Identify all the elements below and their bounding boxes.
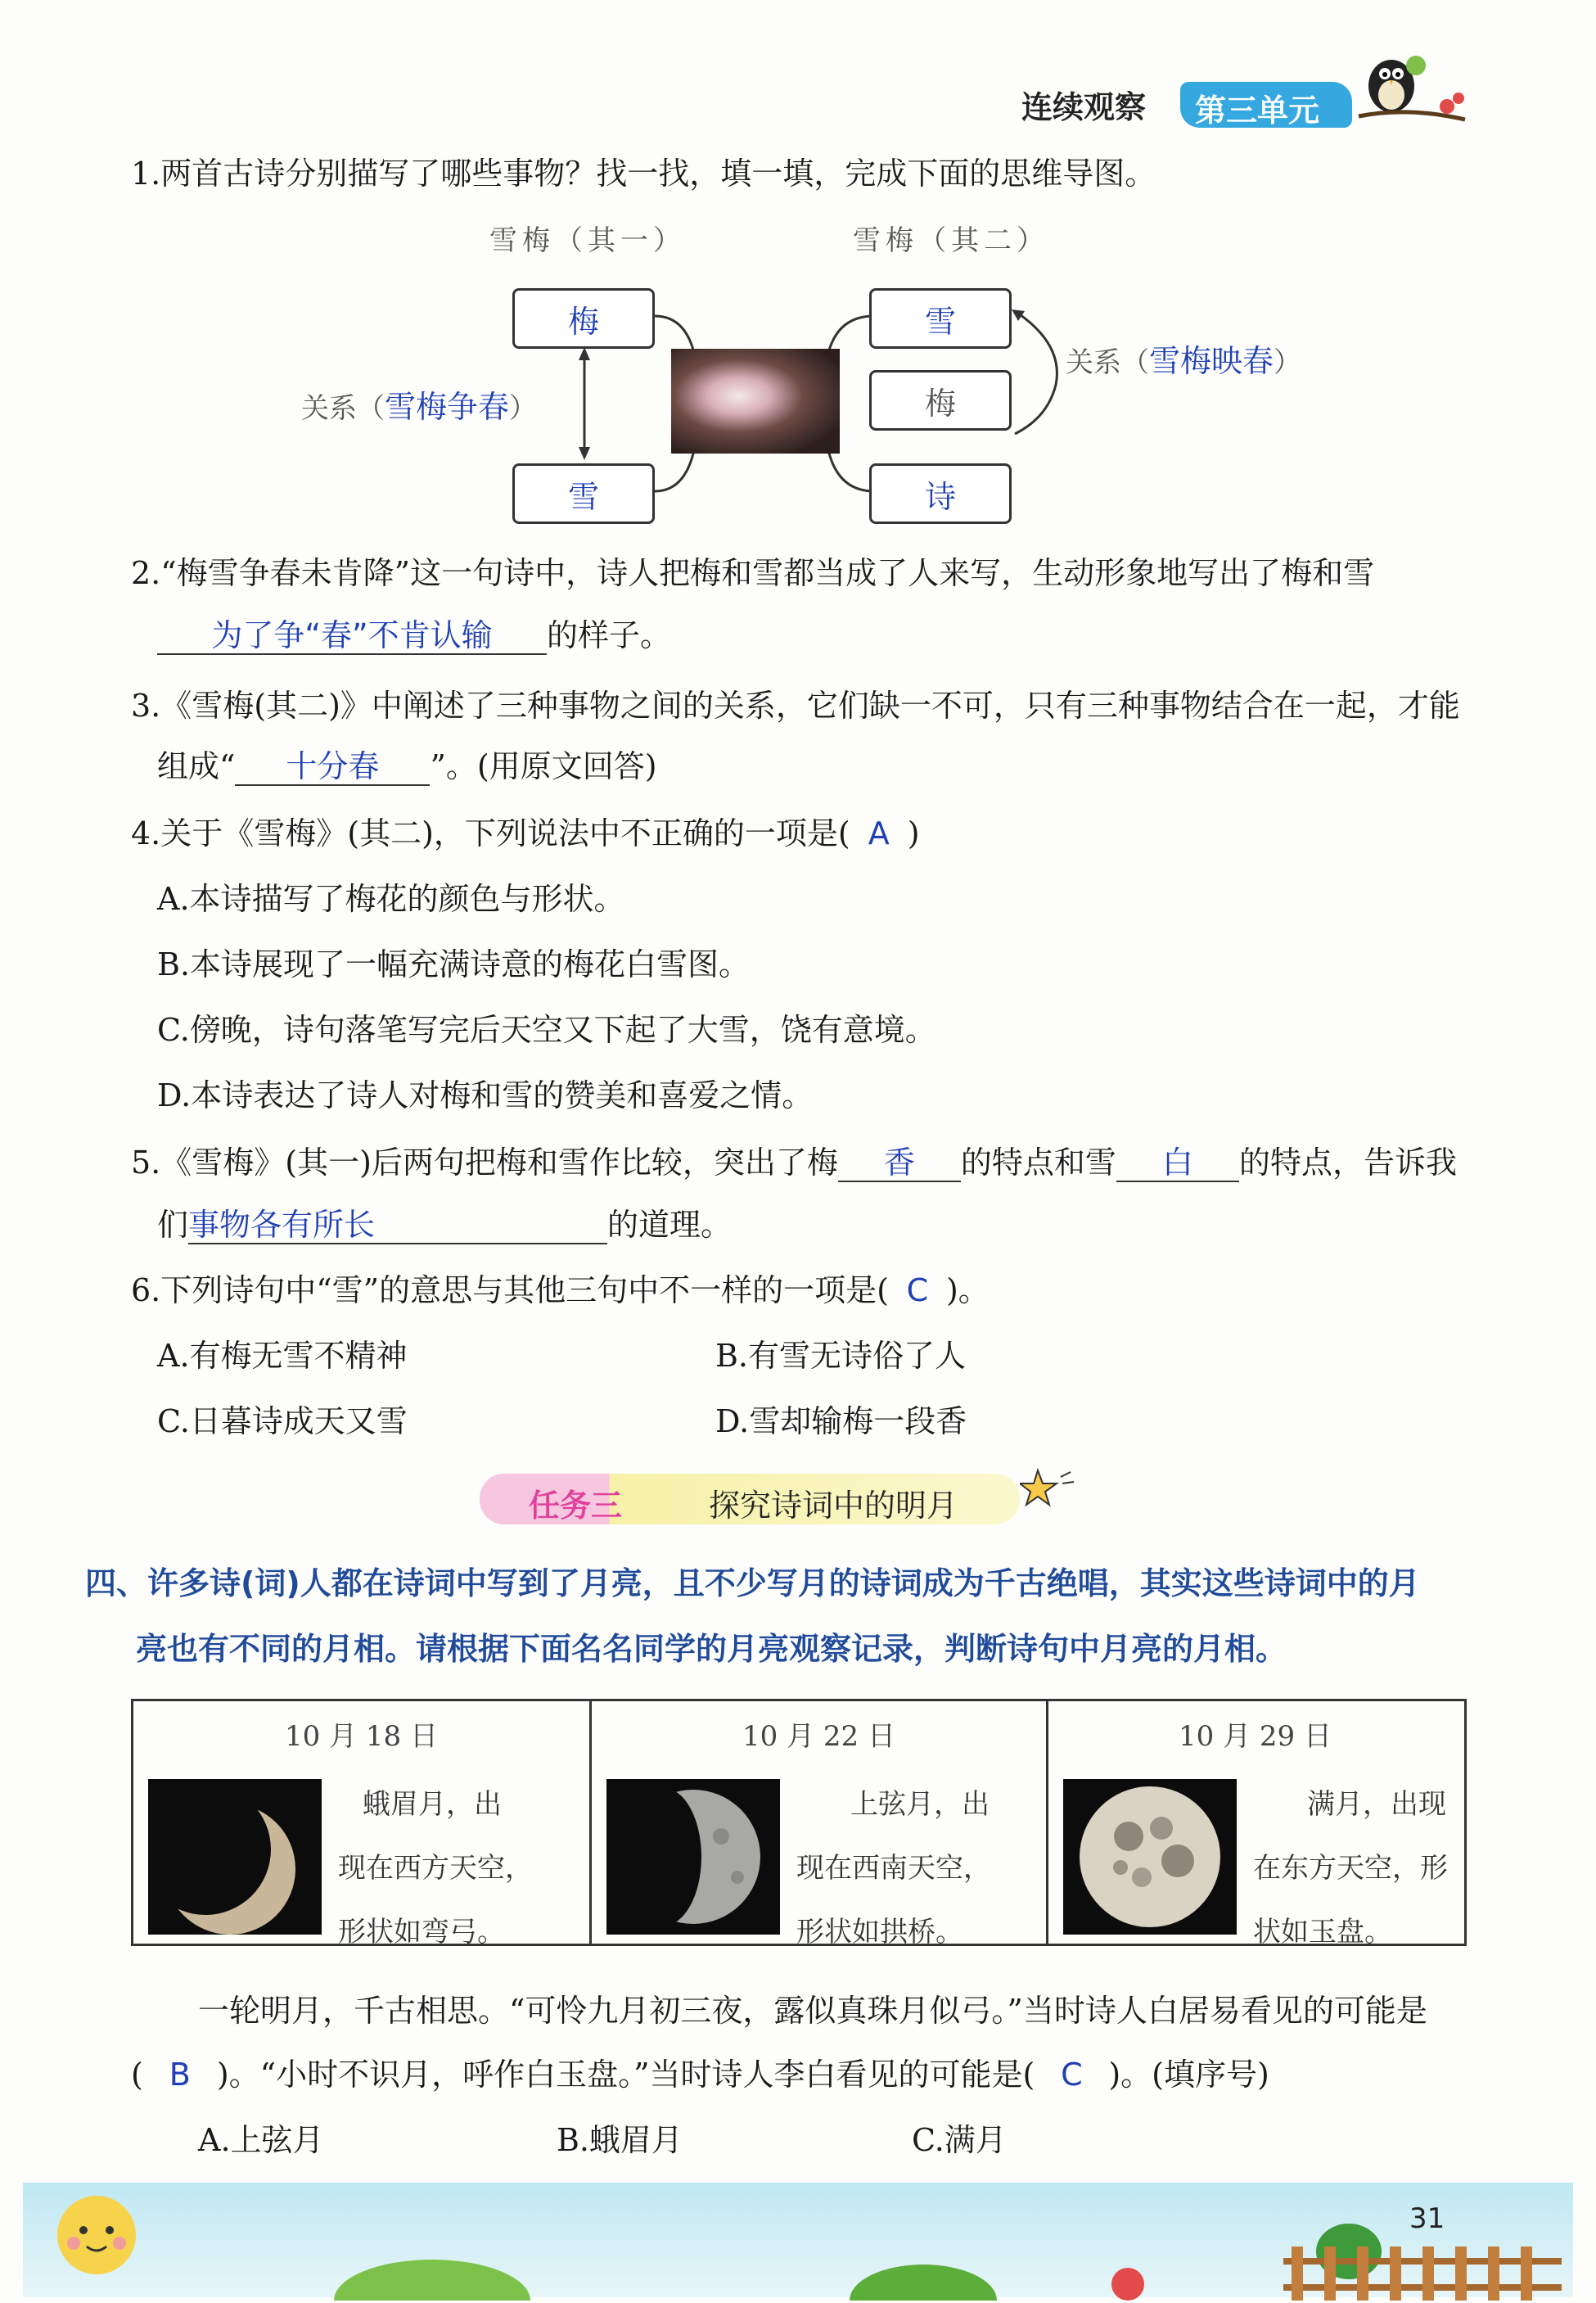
q6-option-b: B.有雪无诗俗了人 <box>715 1338 967 1374</box>
q4-option-d: D.本诗表达了诗人对梅和雪的赞美和喜爱之情。 <box>157 1077 814 1113</box>
footer-decoration <box>23 2161 1573 2301</box>
moon-option-b: B.蛾眉月 <box>557 2122 683 2158</box>
q5-answer-lesson: 事物各有所长 <box>188 1207 607 1244</box>
right-relation: 关系（雪梅映春） <box>1066 343 1302 379</box>
quarter-moon-photo <box>606 1779 780 1935</box>
mindmap-left-top: 梅 <box>512 288 655 349</box>
q6-option-a: A.有梅无雪不精神 <box>157 1338 408 1374</box>
header-section-label: 连续观察 <box>1021 89 1147 125</box>
moon-desc-3: 满月，出现 在东方天空，形 状如玉盘。 <box>1253 1788 1448 1949</box>
moon-desc-2: 上弦月，出 现在西南天空， 形状如拱桥。 <box>796 1788 991 1949</box>
page-number: 31 <box>1409 2202 1445 2235</box>
left-relation: 关系（雪梅争春） <box>301 389 538 425</box>
full-moon-photo <box>1063 1779 1237 1935</box>
task-title: 探究诗词中的明月 <box>709 1488 958 1524</box>
mindmap-right-bottom: 诗 <box>869 463 1012 524</box>
task-label: 任务三 <box>529 1488 623 1524</box>
q4-option-b: B.本诗展现了一幅充满诗意的梅花白雪图。 <box>157 946 751 982</box>
mindmap-left-bottom: 雪 <box>512 463 655 524</box>
q2-answer: 为了争“春”不肯认输 <box>157 617 547 655</box>
q3-answer: 十分春 <box>235 748 430 786</box>
mindmap-right-mid: 梅 <box>869 370 1012 431</box>
q4-prompt: 4.关于《雪梅》(其二)，下列说法中不正确的一项是( A ) <box>131 812 920 855</box>
moon-option-a: A.上弦月 <box>198 2122 324 2158</box>
moon-option-c: C.满月 <box>912 2122 1007 2158</box>
q4-answer: A <box>868 815 890 851</box>
unit-badge-label: 第三单元 <box>1195 93 1320 129</box>
q4-option-a: A.本诗描写了梅花的颜色与形状。 <box>157 881 625 917</box>
full-moon-icon <box>1063 1779 1237 1935</box>
poem1-title: 雪梅（其一） <box>489 224 686 257</box>
crescent-moon-photo <box>148 1779 322 1935</box>
q3-line1: 3.《雪梅(其二)》中阐述了三种事物之间的关系，它们缺一不可，只有三种事物结合在一起，才能 <box>131 688 1460 724</box>
q5-answer-plum: 香 <box>838 1145 961 1182</box>
q6-option-c: C.日暮诗成天又雪 <box>157 1403 408 1439</box>
q6-prompt: 6.下列诗句中“雪”的意思与其他三句中不一样的一项是( C )。 <box>131 1269 990 1312</box>
section4-line1: 四、许多诗(词)人都在诗词中写到了月亮，且不少写月的诗词成为千古绝唱，其实这些诗词中的月 <box>85 1565 1420 1601</box>
moon-date-1: 10 月 18 日 <box>285 1720 438 1753</box>
q5-answer-snow: 白 <box>1116 1145 1239 1182</box>
q1-prompt: 1.两首古诗分别描写了哪些事物？找一找，填一填，完成下面的思维导图。 <box>131 156 1156 192</box>
q2-line2: 为了争“春”不肯认输 的样子。 <box>157 614 671 657</box>
q4-option-c: C.傍晚，诗句落笔写完后天空又下起了大雪，饶有意境。 <box>157 1012 936 1048</box>
q2-line1: 2.“梅雪争春未肯降”这一句诗中，诗人把梅和雪都当成了人来写，生动形象地写出了梅和雪 <box>131 555 1375 591</box>
star-icon <box>1020 1465 1077 1515</box>
mindmap-right-top: 雪 <box>869 288 1012 349</box>
moon-question-line1: 一轮明月，千古相思。“可怜九月初三夜，露似真珠月似弓。”当时诗人白居易看见的可能是 <box>198 1993 1427 2029</box>
moon-answer-2: C <box>1061 2057 1083 2093</box>
plum-snow-photo <box>671 349 840 454</box>
mindmap-connectors <box>0 0 1596 573</box>
q5-line1: 5.《雪梅》(其一)后两句把梅和雪作比较，突出了梅 香 的特点和雪 白 的特点，告诉我 <box>131 1145 1457 1181</box>
section4-line2: 亮也有不同的月相。请根据下面名名同学的月亮观察记录，判断诗句中月亮的月相。 <box>136 1631 1287 1667</box>
left-relation-answer: 雪梅争春 <box>385 389 510 425</box>
moon-question-line2: ( B )。“小时不识月，呼作白玉盘。”当时诗人李白看见的可能是( C )。(填序号) <box>131 2053 1269 2096</box>
moon-record-3 <box>1048 1699 1462 1949</box>
moon-desc-1: 蛾眉月，出 现在西方天空， 形状如弯弓。 <box>338 1788 533 1949</box>
quarter-moon-icon <box>606 1779 780 1935</box>
moon-date-3: 10 月 29 日 <box>1179 1720 1332 1753</box>
moon-record-1 <box>133 1699 589 1949</box>
right-relation-answer: 雪梅映春 <box>1149 343 1274 379</box>
q6-answer: C <box>906 1272 929 1308</box>
poem2-title: 雪梅（其二） <box>853 224 1049 257</box>
moon-answer-1: B <box>169 2057 191 2093</box>
q5-line2: 们事物各有所长 的道理。 <box>157 1207 733 1243</box>
moon-date-2: 10 月 22 日 <box>742 1720 895 1753</box>
q6-option-d: D.雪却输梅一段香 <box>715 1403 967 1439</box>
q3-line2: 组成“ 十分春 ”。(用原文回答) <box>157 748 657 784</box>
crescent-moon-icon <box>148 1779 322 1935</box>
moon-record-2 <box>592 1699 1046 1949</box>
